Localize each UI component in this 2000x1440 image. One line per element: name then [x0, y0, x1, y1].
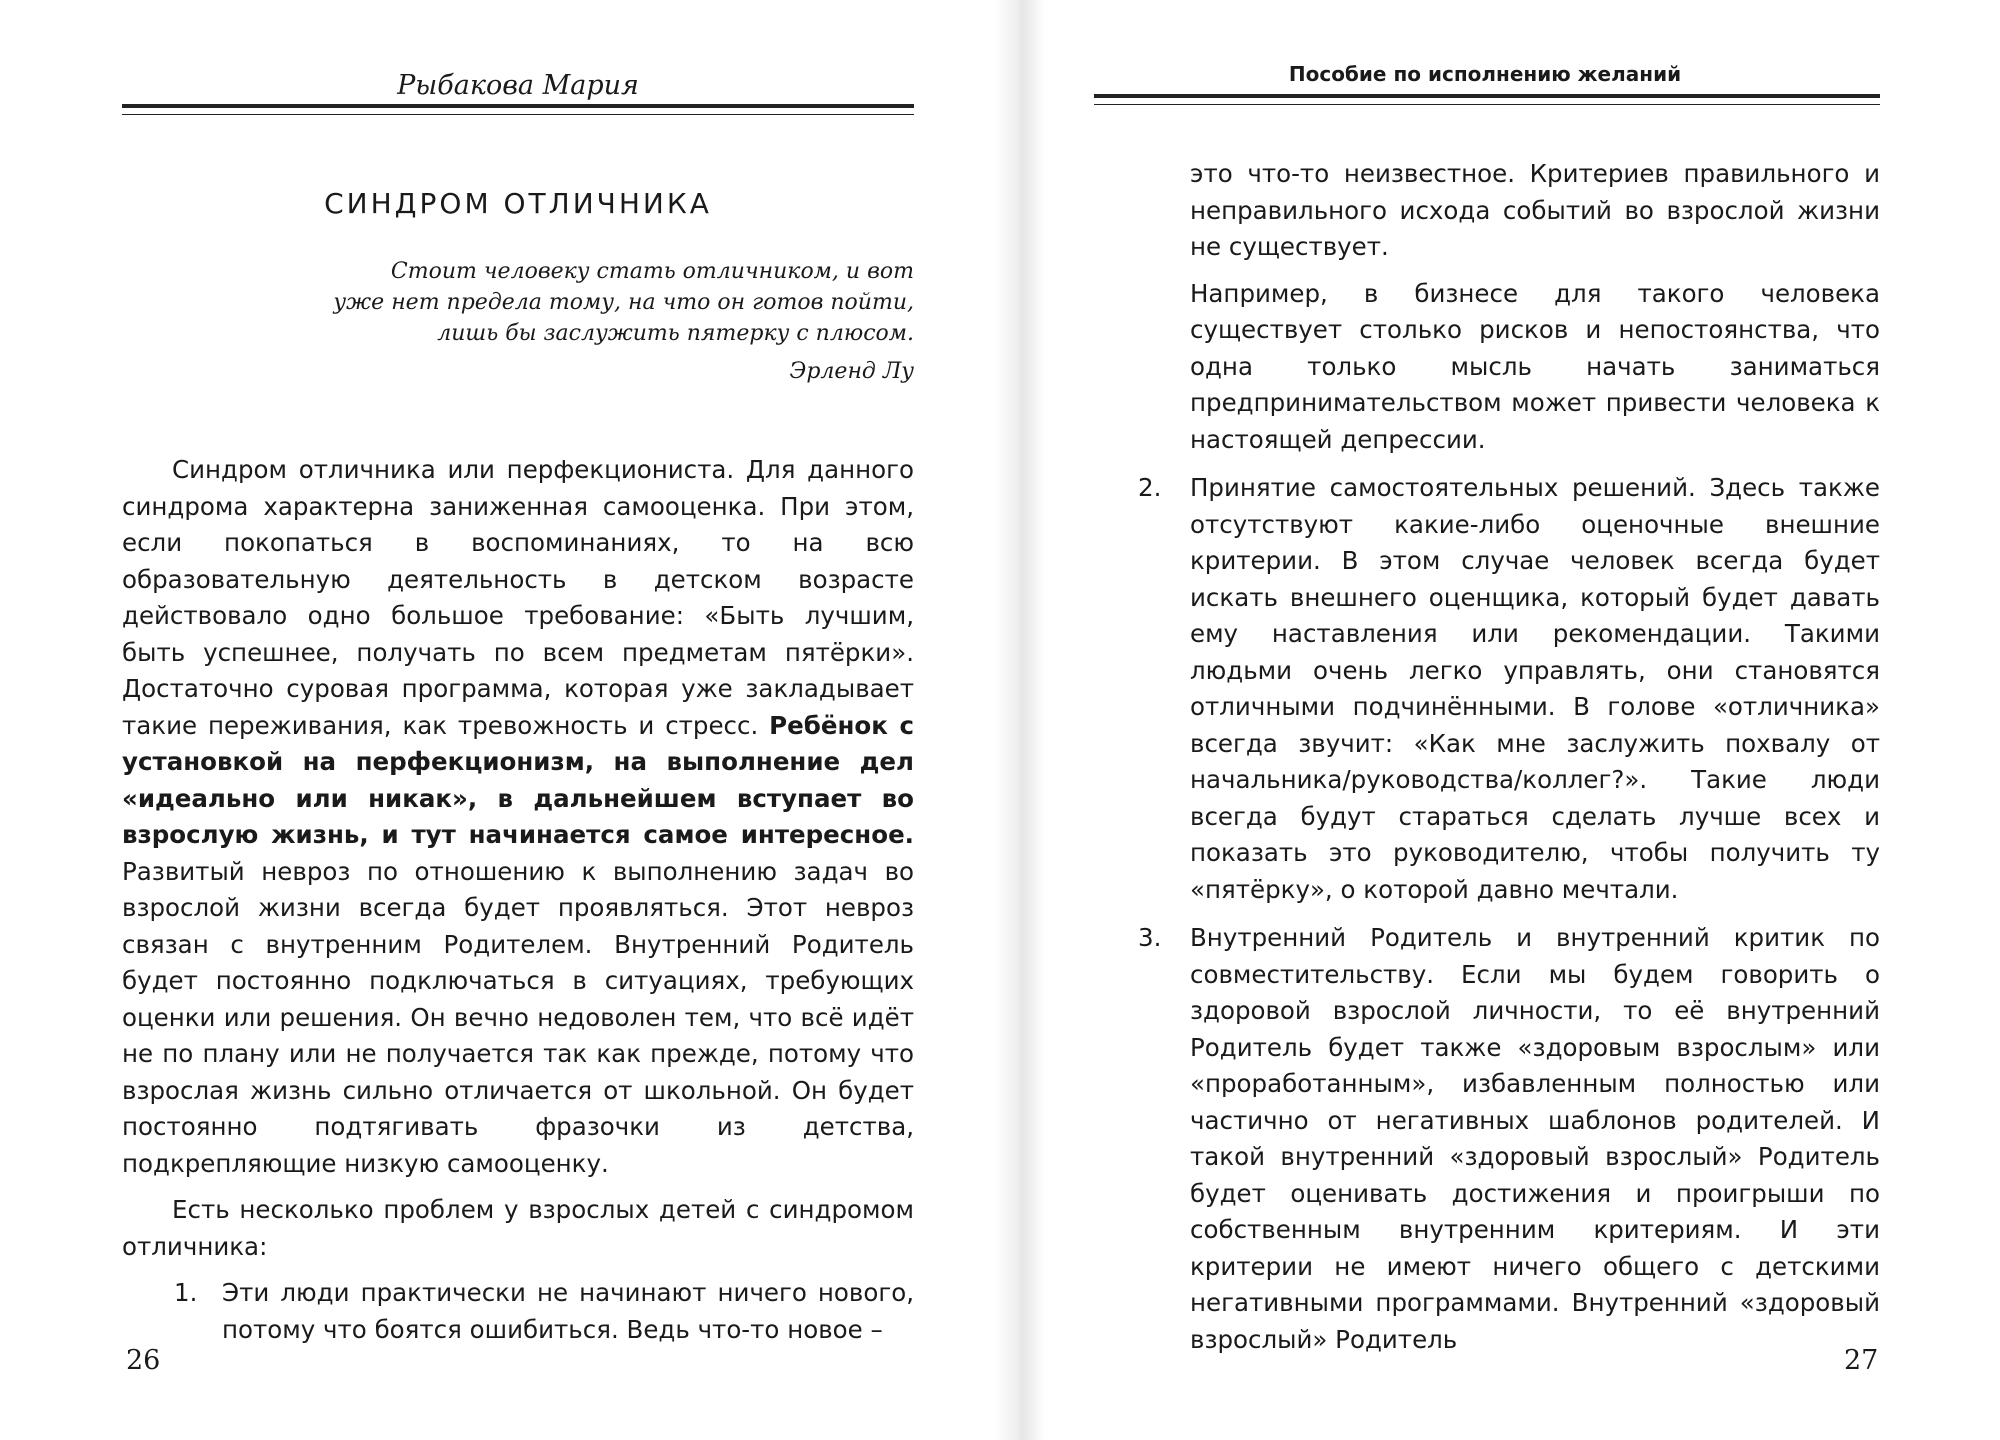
page-number: 26: [126, 1345, 161, 1376]
header-rule: [122, 104, 914, 115]
running-head-author: Рыбакова Мария: [397, 70, 639, 101]
paragraph: [122, 452, 914, 1182]
epigraph: [300, 256, 914, 349]
left-body-text: [122, 452, 914, 1348]
list-item-text: Принятие самостоятельных решений. Здесь также отсутствуют какие-либо оценочные внешние критерии. В этом случае человек всегда будет искать внешнего оценщика, который будет давать ему наставления или рекомендации. Такими людьми очень легко управлять, они становятся отличными подчинёнными. В голове «отличника» всегда звучит: «Как мне заслужить похвалу от начальника/руководства/коллег?». Такие люди всегда будут стараться сделать лучше всех и показать это руководителю, чтобы получить ту «пятёрку», о которой давно мечтали.: [1190, 473, 1880, 904]
page-number: 27: [1844, 1345, 1879, 1376]
paragraph-text: Синдром отличника или перфекциониста. Для данного синдрома характерна заниженная самооценка. При этом, если покопаться в воспоминаниях, то на всю образовательную деятельность в детском возрасте действовало одно большое требование: «Быть лучшим, быть успешнее, получать по всем предметам пятёрки». Достаточно суровая программа, которая уже закладывает такие переживания, как тревожность и стресс.: [122, 455, 914, 740]
bold-emphasis: Ребёнок с установкой на перфекционизм, на выполнение дел «идеально или никак», в дальнейшем вступает во взрослую жизнь, и тут начинается самое интересное.: [122, 710, 914, 849]
list-item-text: Эти люди практически не начинают ничего нового, потому что боятся ошибиться. Ведь что-то новое –: [222, 1278, 914, 1344]
paragraph-text: Развитый невроз по отношению к выполнению задач во взрослой жизни всегда будет проявляться. Этот невроз связан с внутренним Родителем. Внутренний Родитель будет постоянно подключаться в ситуациях, требующих оценки или решения. Он вечно недоволен тем, что всё идёт не по плану или не получается так как прежде, потому что взрослая жизнь сильно отличается от школьной. Он будет постоянно подтягивать фразочки из детства, подкрепляющие низкую самооценку.: [122, 856, 914, 1178]
epigraph-line: уже нет предела тому, на что он готов пойти,: [333, 290, 914, 315]
list-number: 1.: [174, 1278, 198, 1307]
paragraph: Например, в бизнесе для такого человека существует столько рисков и непостоянства, что одна только мысль начать заниматься предпринимательством может привести человека к настоящей депрессии.: [1190, 278, 1880, 454]
list-item: [1138, 470, 1880, 908]
epigraph-line: Стоит человеку стать отличником, и вот: [390, 259, 914, 284]
epigraph-line: лишь бы заслужить пятерку с плюсом.: [437, 321, 914, 346]
chapter-title: СИНДРОМ ОТЛИЧНИКА: [324, 186, 712, 220]
right-page: [1040, 0, 2000, 1440]
list-item: [122, 1275, 914, 1348]
list-number: 2.: [1138, 473, 1162, 502]
list-number: 3.: [1138, 923, 1162, 952]
right-body-text: [1138, 156, 1880, 1358]
paragraph: Есть несколько проблем у взрослых детей с синдромом отличника:: [122, 1195, 914, 1261]
paragraph: это что-то неизвестное. Критериев правильного и неправильного исхода событий во взрослой жизни не существует.: [1190, 159, 1880, 261]
header-rule: [1094, 94, 1880, 105]
list-item-text: Внутренний Родитель и внутренний критик по совместительству. Если мы будем говорить о здоровой взрослой личности, то её внутренний Родитель будет также «здоровым взрослым» или «проработанным», избавленным полностью или частично от негативных шаблонов родителей. И такой внутренний «здоровый взрослый» Родитель будет оценивать достижения и проигрыши по собственным внутренним критериям. И эти критерии не имеют ничего общего с детскими негативными программами. Внутренний «здоровый взрослый» Родитель: [1190, 923, 1880, 1354]
book-gutter: [995, 0, 1045, 1440]
list-item: [1138, 920, 1880, 1358]
running-head-title: Пособие по исполнению желаний: [1288, 62, 1682, 86]
epigraph-author: Эрленд Лу: [789, 359, 914, 384]
